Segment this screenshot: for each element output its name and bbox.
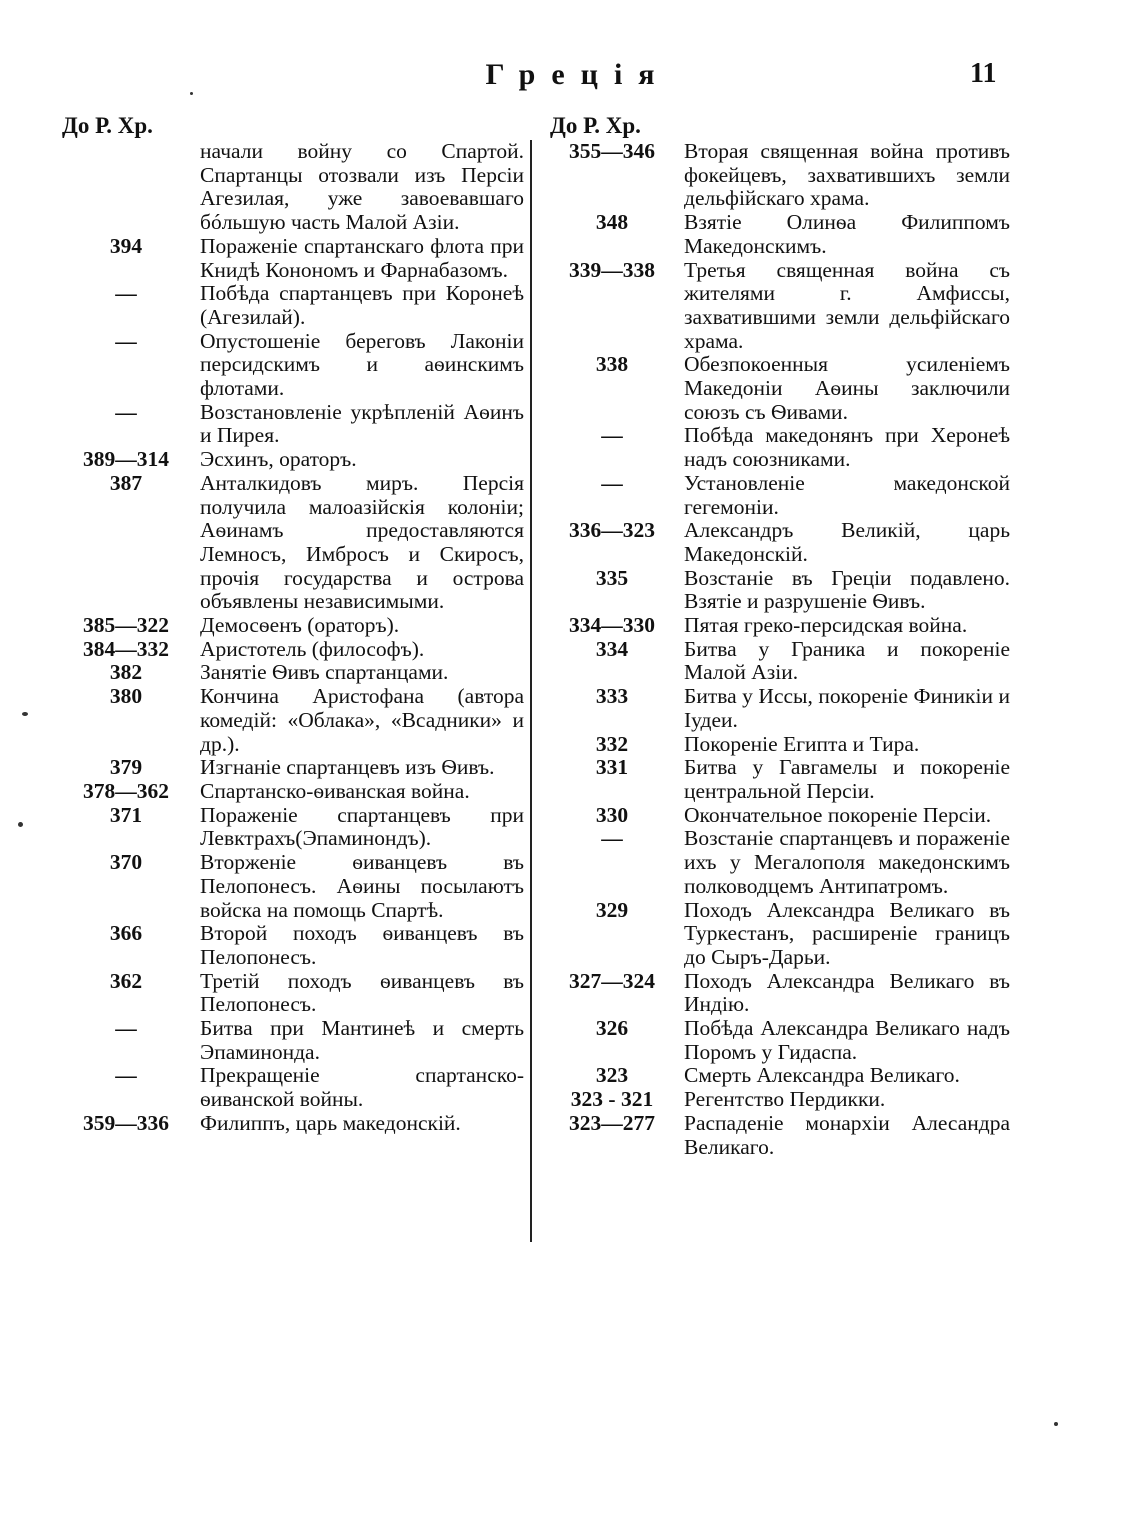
table-row — [62, 1064, 524, 1111]
entry-date: 394 — [109, 233, 143, 258]
entry-date: 323 — [595, 1063, 629, 1088]
table-row — [550, 567, 1010, 614]
entry-text: Прекращеніе спартанско-ѳиванской войны. — [200, 1063, 524, 1112]
table-row — [62, 472, 524, 614]
entry-date: 382 — [109, 660, 143, 685]
entry-text: Побѣда македонянъ при Херонеѣ надъ союзниками. — [684, 423, 1010, 472]
entry-text: Изгнаніе спартанцевъ изъ Ѳивъ. — [200, 755, 495, 780]
table-row — [62, 330, 524, 401]
entry-date: 333 — [595, 684, 629, 709]
entry-text: Спартанско-ѳиванская война. — [200, 778, 470, 803]
table-row — [550, 519, 1010, 566]
entry-text: Возстаніе въ Греціи подавлено. Взятіе и разрушеніе Ѳивъ. — [684, 565, 1010, 614]
entry-text: Филиппъ, царь македонскій. — [200, 1110, 461, 1135]
page-number: 11 — [970, 58, 997, 89]
entry-text: Смерть Александра Великаго. — [684, 1063, 960, 1088]
table-row — [550, 472, 1010, 519]
entry-date: 389—314 — [83, 447, 169, 472]
table-row — [550, 804, 1010, 828]
entry-text: Возстаніе спартанцевъ и пораженіе ихъ у Мегалополя македонскимъ полководцемъ Антипатромъ. — [684, 826, 1010, 898]
scan-speck — [1054, 1422, 1058, 1426]
entry-date: 336—323 — [569, 518, 655, 543]
right-chronology-table — [550, 140, 1010, 1159]
page-title: Греція — [485, 58, 671, 91]
table-row — [550, 1112, 1010, 1159]
entry-text: Побѣда спартанцевъ при Коронеѣ (Агезилай). — [200, 281, 524, 329]
table-row — [62, 282, 524, 329]
table-row — [62, 1112, 524, 1136]
entry-text: Битва у Гавгамелы и покореніе центральной Персіи. — [684, 755, 1010, 803]
entry-text: Пораженіе спартанцевъ при Левктрахъ(Эпаминондъ). — [200, 802, 524, 851]
entry-date: 335 — [595, 565, 629, 590]
table-row — [62, 638, 524, 662]
entry-text: Третій походъ ѳиванцевъ въ Пелопонесъ. — [200, 968, 524, 1017]
entry-text: Кончина Аристофана (автора комедій: «Облака», «Всадники» и др.). — [200, 684, 524, 756]
entry-text: Третья священная война съ жителями г. Амфиссы, захватившими земли дельфійскаго храма. — [684, 257, 1010, 353]
entry-date: — — [601, 826, 623, 851]
entry-date: 331 — [595, 755, 629, 780]
table-row — [550, 733, 1010, 757]
scan-speck — [18, 822, 23, 827]
entry-date: 334 — [595, 636, 629, 661]
entry-date: 323 - 321 — [570, 1087, 654, 1112]
entry-date: 332 — [595, 731, 629, 756]
table-row — [62, 685, 524, 756]
table-row — [62, 780, 524, 804]
entry-date: — — [115, 1016, 137, 1041]
table-row — [550, 424, 1010, 471]
entry-date: 380 — [109, 684, 143, 709]
entry-date: 366 — [109, 921, 143, 946]
table-row — [62, 804, 524, 851]
entry-date: 326 — [595, 1016, 629, 1041]
table-row — [550, 685, 1010, 732]
table-row — [550, 259, 1010, 354]
entry-date: 362 — [109, 968, 143, 993]
entry-date: 323—277 — [569, 1110, 655, 1135]
scan-speck — [22, 712, 28, 716]
entry-date: — — [115, 1063, 137, 1088]
entry-text: Пораженіе спартанскаго флота при Книдѣ Конономъ и Фарнабазомъ. — [200, 233, 524, 282]
table-row — [550, 827, 1010, 898]
entry-text: Эсхинъ, ораторъ. — [200, 447, 357, 472]
table-row — [62, 970, 524, 1017]
table-row — [62, 922, 524, 969]
entry-text: Распаденіе монархіи Алесандра Великаго. — [684, 1110, 1010, 1159]
entry-date: — — [115, 281, 137, 306]
entry-date: 379 — [109, 755, 143, 780]
entry-text: начали войну со Спартой. Спартанцы отозвали изъ Персіи Агезилая, уже завоевавшаго бóльшую часть Малой Азіи. — [200, 139, 524, 235]
entry-date: 385—322 — [83, 613, 169, 638]
entry-date: 370 — [109, 850, 143, 875]
entry-text: Занятіе Ѳивъ спартанцами. — [200, 660, 449, 685]
entry-text: Опустошеніе береговъ Лаконіи персидскимъ и аѳинскимъ флотами. — [200, 328, 524, 401]
entry-text: Регентство Пердикки. — [684, 1087, 886, 1112]
entry-text: Взятіе Олинѳа Филиппомъ Македонскимъ. — [684, 210, 1010, 258]
entry-date: 378—362 — [83, 778, 169, 803]
entry-date: 330 — [595, 802, 629, 827]
left-column — [62, 112, 524, 1136]
table-row — [62, 756, 524, 780]
table-row — [550, 353, 1010, 424]
entry-date: 338 — [595, 352, 629, 377]
entry-date: 339—338 — [569, 257, 655, 282]
column-divider — [530, 140, 532, 1242]
entry-date: — — [115, 399, 137, 424]
entry-text: Вторженіе ѳиванцевъ въ Пелопонесъ. Аѳины посылаютъ войска на помощь Спартѣ. — [200, 850, 524, 922]
entry-date: 334—330 — [569, 613, 655, 638]
entry-text: Побѣда Александра Великаго надъ Поромъ у Гидаспа. — [684, 1016, 1010, 1064]
entry-text: Анталкидовъ миръ. Персія получила малоазійскія колоніи; Аѳинамъ предоставляются Лемносъ, Имбросъ и Скиросъ, прочія государства и острова объявлены независимыми. — [200, 470, 524, 614]
entry-text: Пятая греко-персидская война. — [684, 613, 968, 638]
table-row — [62, 1017, 524, 1064]
left-chronology-table — [62, 140, 524, 1136]
entry-date: 329 — [595, 897, 629, 922]
table-row — [550, 756, 1010, 803]
table-row — [550, 1017, 1010, 1064]
table-row — [62, 235, 524, 282]
entry-text: Возстановленіе укрѣпленій Аѳинъ и Пирея. — [200, 399, 524, 448]
entry-date: 387 — [109, 470, 143, 495]
entry-text: Вторая священная война противъ фокейцевъ, захватившихъ земли дельфійскаго храма. — [684, 139, 1010, 211]
table-row — [62, 140, 524, 235]
table-row — [550, 638, 1010, 685]
entry-text: Обезпокоенныя усиленіемъ Македоніи Аѳины заключили союзъ съ Ѳивами. — [684, 352, 1010, 424]
entry-text: Походъ Александра Великаго въ Индію. — [684, 968, 1010, 1017]
entry-date — [62, 140, 190, 235]
table-row — [62, 614, 524, 638]
entry-date: 355—346 — [569, 139, 655, 163]
entry-date: — — [601, 423, 623, 448]
table-row — [62, 401, 524, 448]
table-row — [550, 1088, 1010, 1112]
table-row — [62, 448, 524, 472]
entry-date: — — [601, 470, 623, 495]
table-row — [550, 899, 1010, 970]
entry-text: Аристотель (философъ). — [200, 636, 425, 661]
table-row — [550, 970, 1010, 1017]
entry-text: Второй походъ ѳиванцевъ въ Пелопонесъ. — [200, 921, 524, 969]
entry-text: Установленіе македонской гегемоніи. — [684, 470, 1010, 519]
right-column — [550, 112, 1010, 1159]
entry-text: Демосѳенъ (ораторъ). — [200, 613, 400, 638]
right-column-header: До Р. Хр. — [550, 113, 641, 138]
entry-text: Окончательное покореніе Персіи. — [684, 802, 992, 827]
entry-date: 348 — [595, 210, 629, 235]
entry-date: 327—324 — [569, 968, 655, 993]
entry-date: 371 — [109, 802, 143, 827]
entry-text: Битва при Мантинеѣ и смерть Эпаминонда. — [200, 1016, 524, 1064]
table-row — [550, 211, 1010, 258]
table-row — [550, 1064, 1010, 1088]
entry-text: Александръ Великій, царь Македонскій. — [684, 518, 1010, 566]
scan-speck — [190, 92, 193, 95]
table-row — [550, 140, 1010, 211]
entry-text: Походъ Александра Великаго въ Туркестанъ, расширеніе границъ до Сыръ-Дарьи. — [684, 897, 1010, 969]
entry-date: — — [115, 328, 137, 353]
table-row — [550, 614, 1010, 638]
entry-date: 359—336 — [83, 1110, 169, 1135]
entry-date: 384—332 — [83, 636, 169, 661]
table-row — [62, 661, 524, 685]
entry-text: Битва у Граника и покореніе Малой Азіи. — [684, 636, 1010, 685]
entry-text: Покореніе Египта и Тира. — [684, 731, 920, 756]
left-column-header: До Р. Хр. — [62, 113, 153, 138]
table-row — [62, 851, 524, 922]
entry-text: Битва у Иссы, покореніе Финикіи и Іудеи. — [684, 684, 1010, 732]
